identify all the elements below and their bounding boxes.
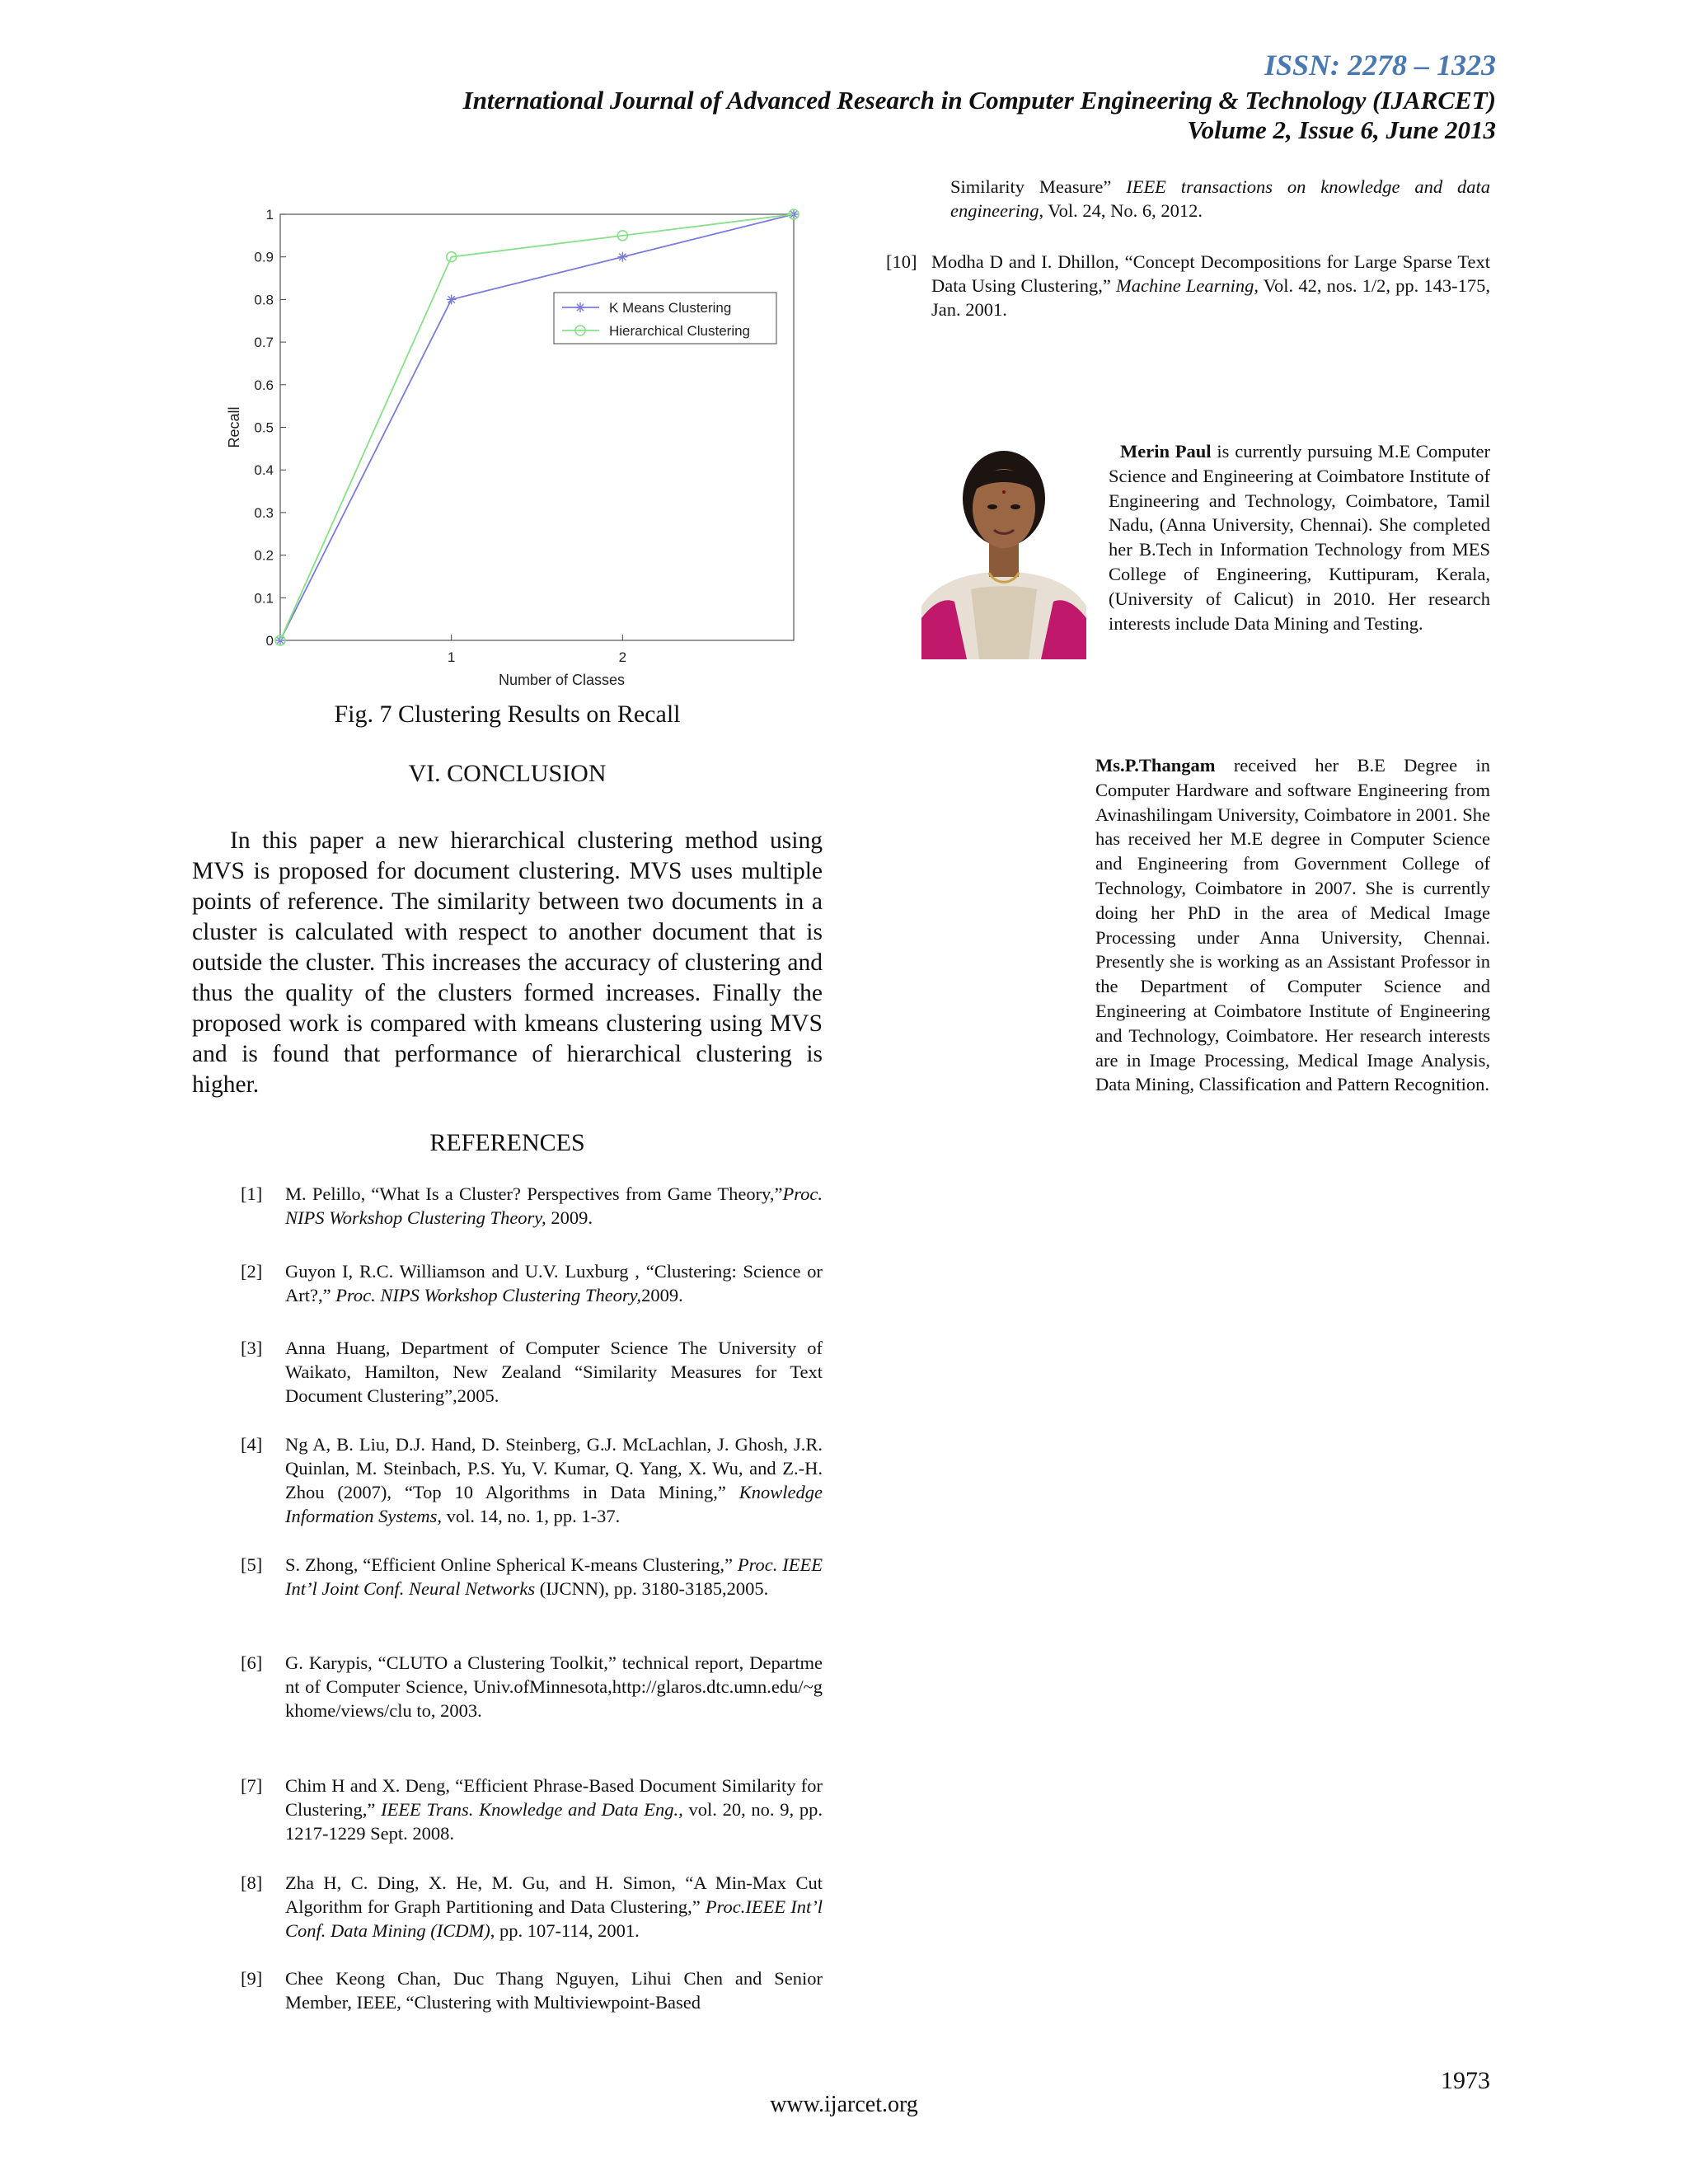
y-tick-label: 0.1 (254, 590, 274, 607)
legend-entry: K Means Clustering (609, 300, 732, 316)
issn-header: ISSN: 2278 – 1323 (1264, 49, 1496, 82)
y-tick-label: 0.3 (254, 504, 274, 521)
journal-title: International Journal of Advanced Research in Computer Engineering & Technology (IJARCET) (462, 86, 1496, 115)
y-tick-label: 0.4 (254, 462, 274, 479)
reference-number: [6] (241, 1652, 263, 1673)
reference-item-2 (241, 1259, 823, 1307)
reference-item-8 (241, 1871, 823, 1943)
y-axis-label: Recall (226, 406, 242, 448)
reference-number: [1] (241, 1183, 263, 1204)
author-name: Merin Paul (1120, 441, 1212, 462)
y-tick-label: 0.2 (254, 547, 274, 564)
y-tick-label: 0.7 (254, 335, 274, 351)
reference-item-1 (241, 1182, 823, 1230)
volume-issue: Volume 2, Issue 6, June 2013 (1187, 115, 1496, 144)
reference-item-7 (241, 1774, 823, 1845)
x-tick-label: 2 (618, 649, 627, 665)
reference-text: M. Pelillo, “What Is a Cluster? Perspectives from Game Theory,”Proc. NIPS Workshop Clustering Theory, 2009. (285, 1183, 823, 1228)
y-tick-label: 0.6 (254, 377, 274, 393)
reference-text: Chee Keong Chan, Duc Thang Nguyen, Lihui Chen and Senior Member, IEEE, “Clustering with Multiviewpoint-Based (285, 1968, 823, 2013)
reference-item-6 (241, 1651, 823, 1722)
recall-chart (202, 198, 828, 692)
x-axis-label: Number of Classes (498, 672, 626, 688)
x-tick-label: 1 (447, 649, 456, 665)
reference-text: Anna Huang, Department of Computer Science The University of Waikato, Hamilton, New Zealand “Similarity Measures for Text Document Clustering”,2005. (285, 1338, 823, 1406)
reference-item-9 (241, 1966, 823, 2014)
reference-number: [8] (241, 1872, 263, 1893)
references-heading: REFERENCES (429, 1129, 585, 1156)
reference-number: [5] (241, 1554, 263, 1575)
reference-item-5 (241, 1553, 823, 1601)
y-tick-label: 0.9 (254, 249, 274, 265)
legend-entry: Hierarchical Clustering (609, 323, 751, 339)
reference-number: [2] (241, 1261, 263, 1282)
reference-text: G. Karypis, “CLUTO a Clustering Toolkit,” technical report, Department of Computer Science, Univ.ofMinnesota,http://glaros.dtc.umn.edu/~gkhome/views/clu to, 2003. (285, 1652, 823, 1721)
author-name: Ms.P.Thangam (1095, 755, 1216, 776)
reference-text: Modha D and I. Dhillon, “Concept Decompositions for Large Sparse Text Data Using Clustering,” Machine Learning, Vol. 42, nos. 1/2, pp. 143-175, Jan. 2001. (931, 251, 1490, 320)
author-bio-thangam: Ms.P.Thangam received her B.E Degree in Computer Hardware and software Engineering from Avinashilingam University, Coimbatore in 2001. She has received her M.E degree in Computer Science and Engineering from Government College of Technology, Coimbatore in 2007. She is currently doing her PhD in the area of Medical Image Processing under Anna University, Chennai. Presently she is working as an Assistant Professor in the Department of Computer Science and Engineering at Coimbatore Institute of Engineering and Technology, Coimbatore. Her research interests are in Image Processing, Medical Image Analysis, Data Mining, Classification and Pattern Recognition. (1095, 755, 1490, 1095)
reference-text: Zha H, C. Ding, X. He, M. Gu, and H. Simon, “A Min-Max Cut Algorithm for Graph Partitioning and Data Clustering,” Proc.IEEE Int’l Conf. Data Mining (ICDM), pp. 107-114, 2001. (285, 1872, 823, 1941)
reference-text: Guyon I, R.C. Williamson and U.V. Luxburg , “Clustering: Science or Art?,” Proc. NIPS Workshop Clustering Theory,2009. (285, 1261, 823, 1305)
reference-item-4 (241, 1432, 823, 1528)
journal-website: www.ijarcet.org (770, 2092, 918, 2117)
author-photo (921, 441, 1086, 659)
page-number: 1973 (1441, 2067, 1490, 2094)
reference-item-9-continued: Similarity Measure” IEEE transactions on knowledge and data engineering, Vol. 24, No. 6, 2012. (950, 176, 1491, 221)
y-tick-label: 0.5 (254, 419, 274, 436)
reference-text: Ng A, B. Liu, D.J. Hand, D. Steinberg, G.J. McLachlan, J. Ghosh, J.R. Quinlan, M. Steinbach, P.S. Yu, V. Kumar, Q. Yang, X. Wu, and Z.-H. Zhou (2007), “Top 10 Algorithms in Data Mining,” Knowledge Information Systems, vol. 14, no. 1, pp. 1-37. (285, 1434, 823, 1526)
reference-item-10 (886, 250, 1490, 321)
y-tick-label: 0.8 (254, 292, 274, 308)
figure-caption: Fig. 7 Clustering Results on Recall (334, 701, 681, 728)
reference-text: S. Zhong, “Efficient Online Spherical K-means Clustering,” Proc. IEEE Int’l Joint Conf. Neural Networks (IJCNN), pp. 3180-3185,2005. (285, 1554, 823, 1599)
recall-chart-svg (202, 198, 828, 692)
author-bio-merin-paul: Merin Paul is currently pursuing M.E Computer Science and Engineering at Coimbatore Institute of Engineering and Technology, Coimbatore, Tamil Nadu, (Anna University, Chennai). She completed her B.Tech in Information Technology from MES College of Engineering, Kuttipuram, Kerala, (University of Calicut) in 2010. Her research interests include Data Mining and Testing. (1109, 441, 1490, 634)
reference-number: [3] (241, 1338, 263, 1358)
reference-number: [7] (241, 1775, 263, 1796)
reference-item-3 (241, 1336, 823, 1408)
reference-number: [9] (241, 1968, 263, 1989)
y-tick-label: 1 (265, 207, 274, 223)
conclusion-paragraph: In this paper a new hierarchical clustering method using MVS is proposed for document clustering. MVS uses multiple points of reference. The similarity between two documents in a cluster is calculated with respect to another document that is outside the cluster. This increases the accuracy of clustering and thus the quality of the clusters formed increases. Finally the proposed work is compared with kmeans clustering using MVS and is found that performance of hierarchical clustering is higher. (192, 827, 823, 1098)
conclusion-heading: VI. CONCLUSION (408, 760, 607, 787)
y-tick-label: 0 (265, 633, 274, 649)
reference-number: [10] (886, 251, 917, 272)
reference-text: Chim H and X. Deng, “Efficient Phrase-Based Document Similarity for Clustering,” IEEE Trans. Knowledge and Data Eng., vol. 20, no. 9, pp. 1217-1229 Sept. 2008. (285, 1775, 823, 1844)
reference-number: [4] (241, 1434, 263, 1455)
